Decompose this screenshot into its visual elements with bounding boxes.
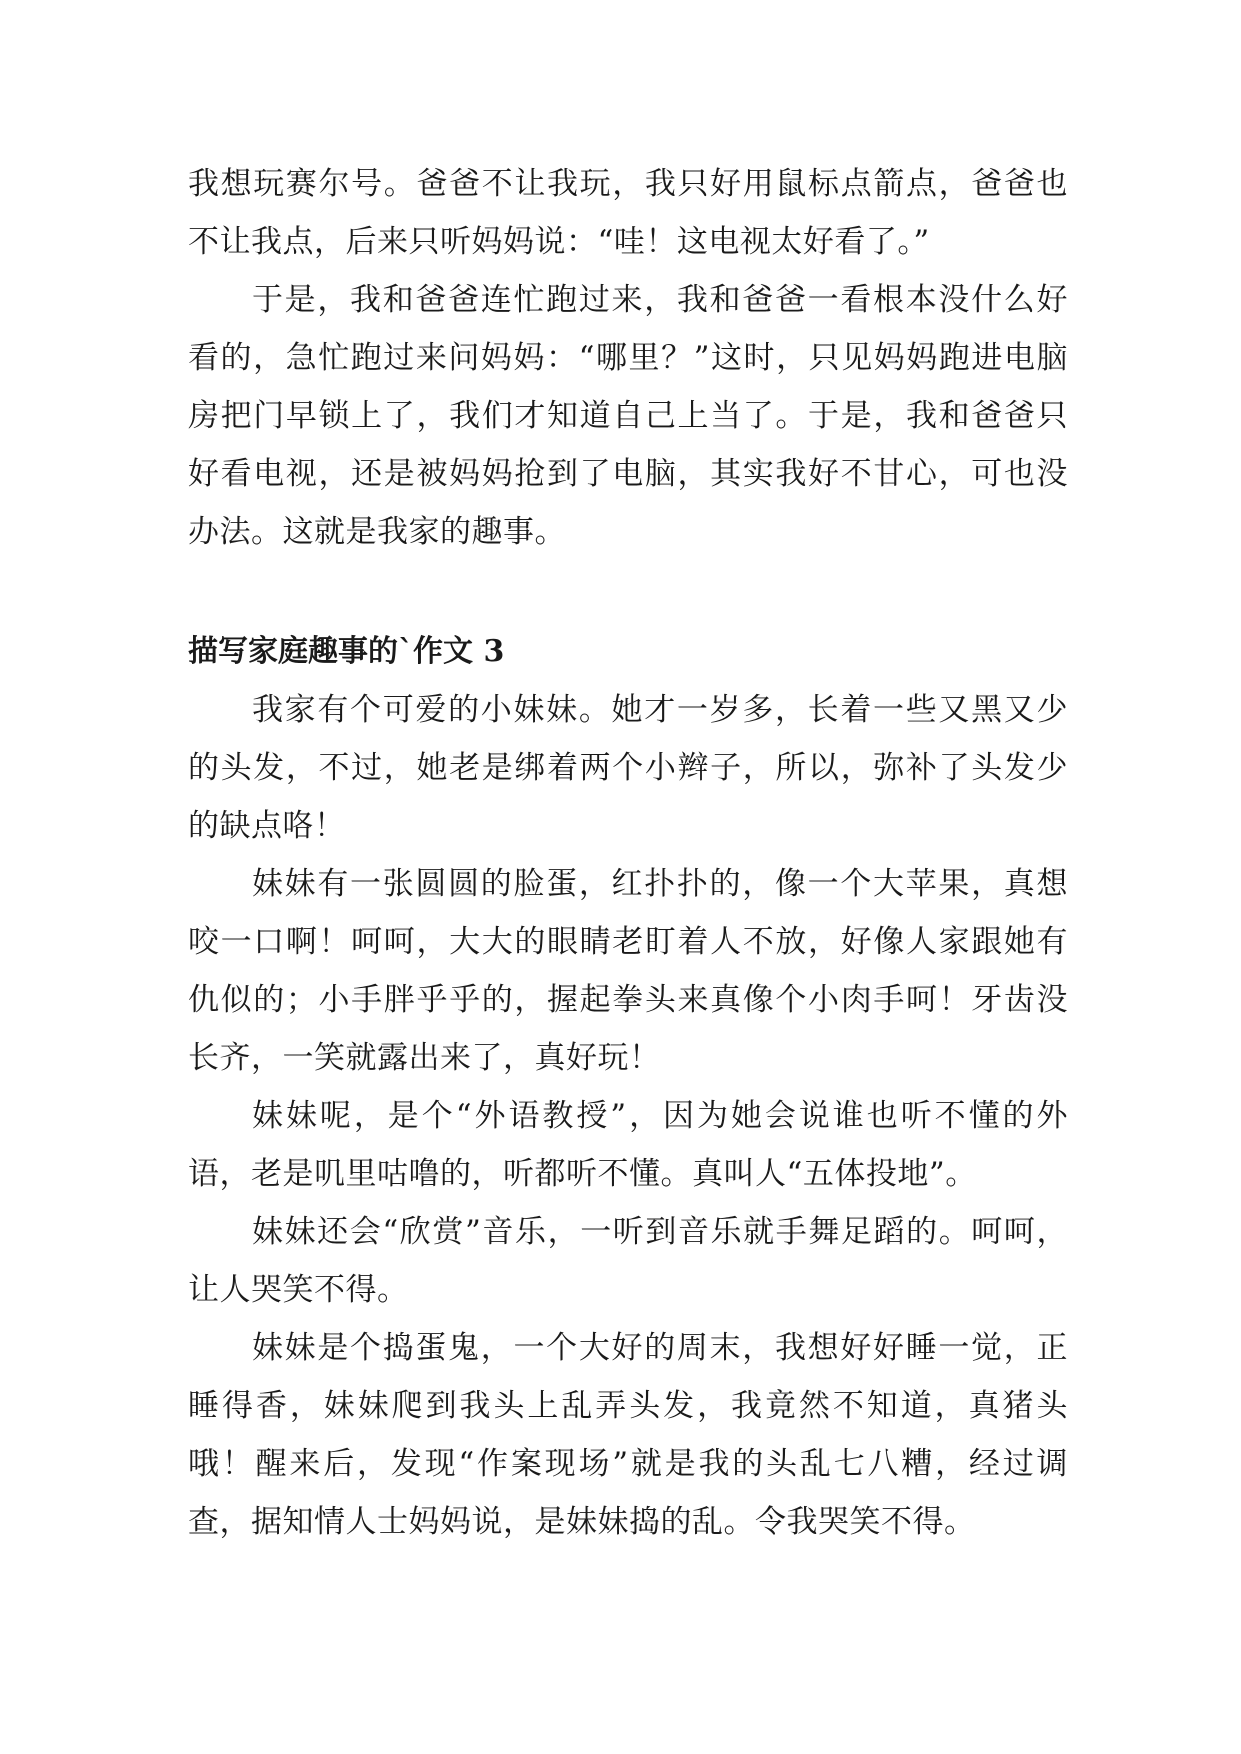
paragraph-4: 妹妹还会“欣赏”音乐，一听到音乐就手舞足蹈的。呵呵，让人哭笑不得。	[188, 1214, 1068, 1308]
paragraph-2: 妹妹有一张圆圆的脸蛋，红扑扑的，像一个大苹果，真想咬一口啊！呵呵，大大的眼睛老盯着人不放，好像人家跟她有仇似的；小手胖乎乎的，握起拳头来真像个小肉手呵！牙齿没长齐，一笑就露出来了，真好玩！	[188, 866, 1068, 1076]
paragraph-5: 妹妹是个捣蛋鬼，一个大好的周末，我想好好睡一觉，正睡得香，妹妹爬到我头上乱弄头发，我竟然不知道，真猪头哦！醒来后，发现“作案现场”就是我的头乱七八糟，经过调查，据知情人士妈妈说，是妹妹捣的乱。令我哭笑不得。	[188, 1330, 1068, 1540]
section-title: 描写家庭趣事的`作文 3	[188, 634, 505, 669]
document-page	[188, 155, 1068, 1551]
paragraph-1: 我家有个可爱的小妹妹。她才一岁多，长着一些又黑又少的头发，不过，她老是绑着两个小辫子，所以，弥补了头发少的缺点咯！	[188, 692, 1068, 844]
paragraph-intro-2: 于是，我和爸爸连忙跑过来，我和爸爸一看根本没什么好看的，急忙跑过来问妈妈：“哪里？”这时，只见妈妈跑进电脑房把门早锁上了，我们才知道自己上当了。于是，我和爸爸只好看电视，还是被妈妈抢到了电脑，其实我好不甘心，可也没办法。这就是我家的趣事。	[188, 282, 1068, 550]
paragraph-3: 妹妹呢，是个“外语教授”，因为她会说谁也听不懂的外语，老是叽里咕噜的，听都听不懂。真叫人“五体投地”。	[188, 1098, 1068, 1192]
paragraph-intro-1: 我想玩赛尔号。爸爸不让我玩，我只好用鼠标点箭点，爸爸也不让我点，后来只听妈妈说：“哇！这电视太好看了。”	[188, 166, 1068, 260]
